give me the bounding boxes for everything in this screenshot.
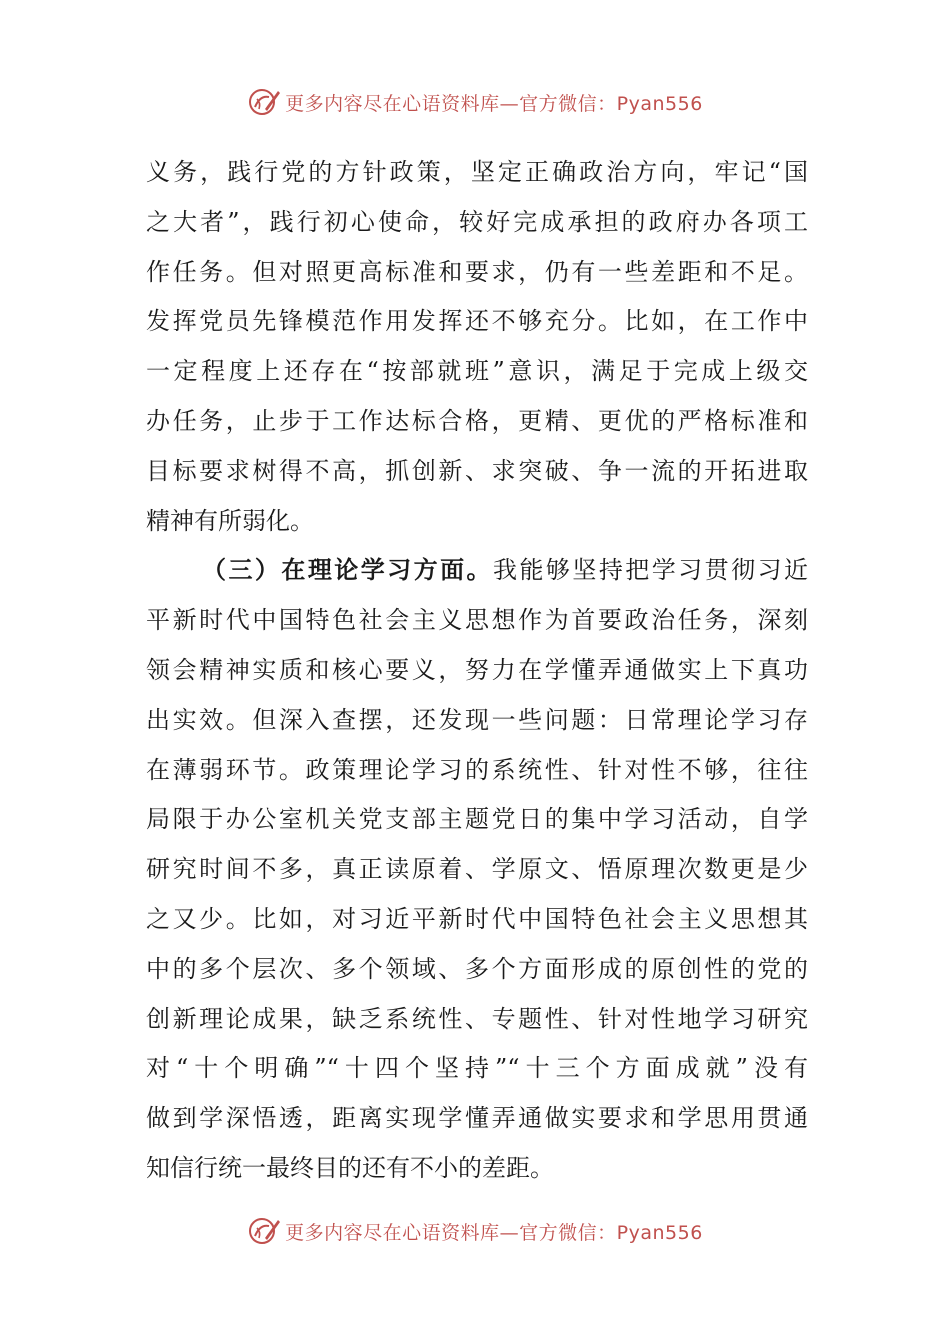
text-line: 精神有所弱化。 (146, 506, 314, 535)
pen-logo-icon (247, 1214, 281, 1248)
document-body (146, 148, 808, 1194)
text-line: 领会精神实质和核心要义，努力在学懂弄通做实上下真功 (146, 655, 808, 684)
footer-text: 更多内容尽在心语资料库—官方微信：Pyan556 (285, 1221, 703, 1244)
pen-logo-icon (247, 85, 281, 119)
text-line: 一定程度上还存在“按部就班”意识，满足于完成上级交 (146, 357, 808, 386)
text-line: 中的多个层次、多个领域、多个方面形成的原创性的党的 (146, 954, 808, 983)
header-watermark (0, 82, 950, 122)
text-line: 出实效。但深入查摆，还发现一些问题：日常理论学习存 (146, 705, 808, 734)
text-line: 平新时代中国特色社会主义思想作为首要政治任务，深刻 (146, 606, 808, 635)
text-line: 在薄弱环节。政策理论学习的系统性、针对性不够，往往 (146, 755, 808, 784)
text-line: 目标要求树得不高，抓创新、求突破、争一流的开拓进取 (146, 456, 808, 485)
text-line: 知信行统一最终目的还有不小的差距。 (146, 1153, 554, 1182)
text-line: 义务，践行党的方针政策，坚定正确政治方向，牢记“国 (146, 158, 808, 186)
section-3-first-line-text: 我能够坚持把学习贯彻习近 (493, 556, 808, 585)
text-line: 研究时间不多，真正读原着、学原文、悟原理次数更是少 (146, 855, 808, 884)
text-line: 创新理论成果，缺乏系统性、专题性、针对性地学习研究 (146, 1004, 808, 1033)
text-line: 办任务，止步于工作达标合格，更精、更优的严格标准和 (146, 406, 808, 435)
text-line: 之大者”，践行初心使命，较好完成承担的政府办各项工 (146, 207, 808, 236)
section-3-first-line (146, 546, 808, 596)
text-line: 之又少。比如，对习近平新时代中国特色社会主义思想其 (146, 904, 808, 933)
text-line: 作任务。但对照更高标准和要求，仍有一些差距和不足。 (146, 257, 808, 286)
header-text: 更多内容尽在心语资料库—官方微信：Pyan556 (285, 92, 703, 115)
text-line: 局限于办公室机关党支部主题党日的集中学习活动，自学 (146, 805, 808, 834)
section-3-heading: （三）在理论学习方面。 (202, 556, 493, 585)
text-line: 对“十个明确”“十四个坚持”“十三个方面成就”没有 (146, 1054, 808, 1083)
text-line: 发挥党员先锋模范作用发挥还不够充分。比如，在工作中 (146, 307, 808, 336)
footer-watermark (0, 1211, 950, 1251)
text-line: 做到学深悟透，距离实现学懂弄通做实要求和学思用贯通 (146, 1104, 808, 1133)
